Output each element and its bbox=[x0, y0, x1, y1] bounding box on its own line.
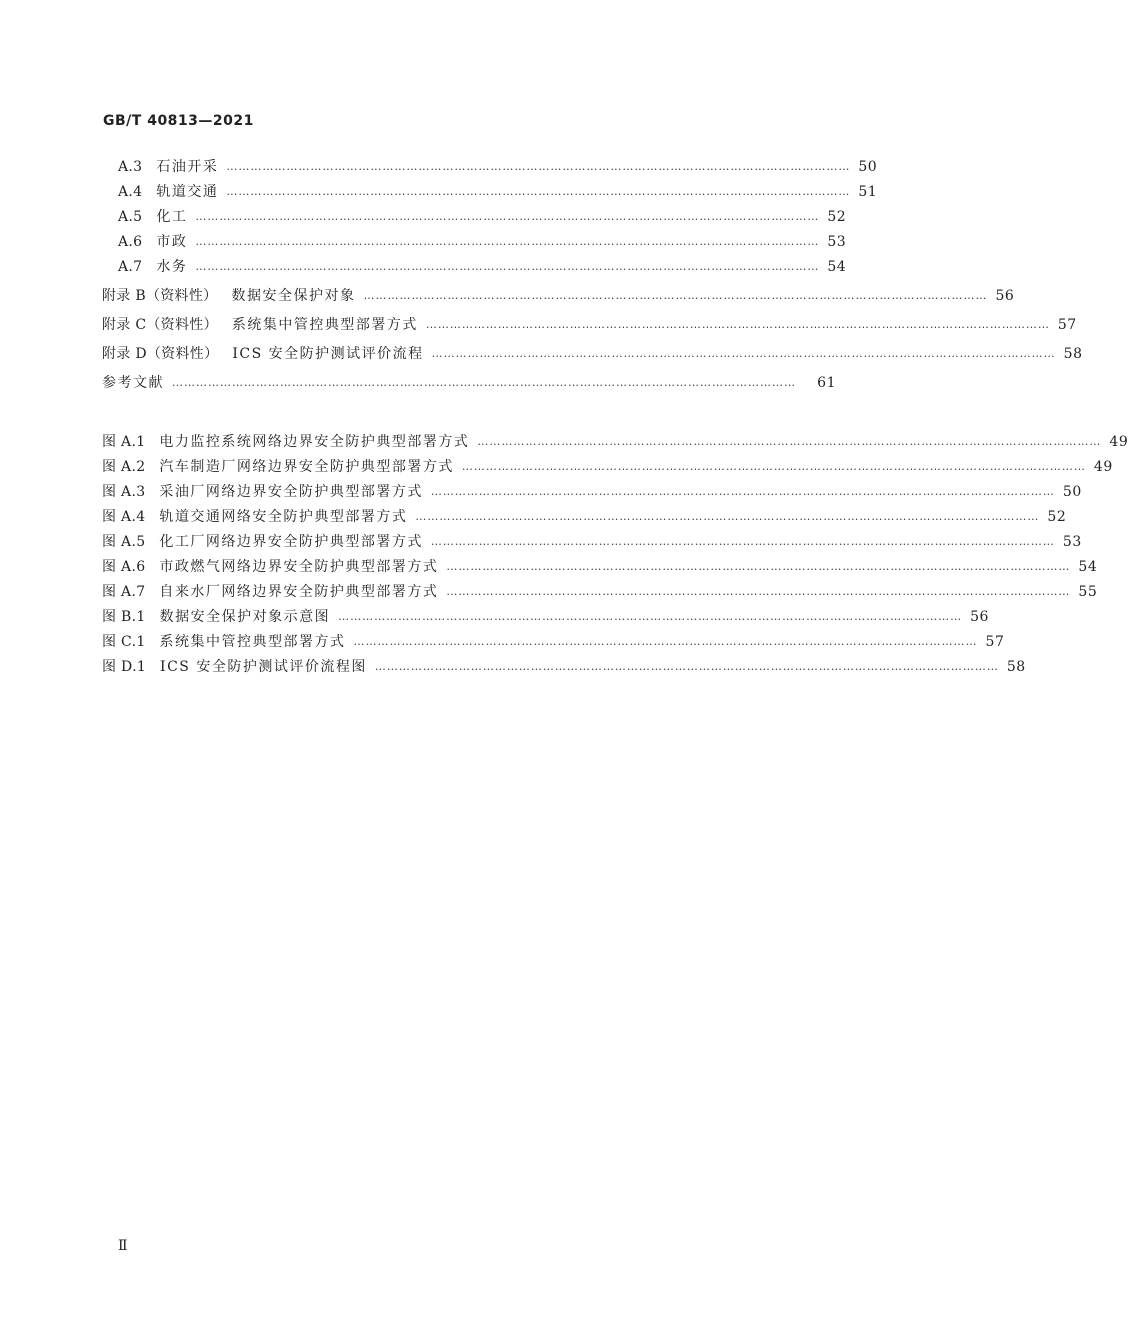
toc-entry-page: 50 bbox=[858, 159, 878, 175]
toc-entry-title: 轨道交通 bbox=[156, 184, 219, 200]
figure-entry-page: 57 bbox=[985, 634, 1005, 650]
figure-entry-d1[interactable] bbox=[102, 657, 1026, 677]
figure-entry-title: 市政燃气网络边界安全防护典型部署方式 bbox=[159, 559, 439, 575]
toc-entry-number: A.5 bbox=[118, 209, 143, 225]
toc-entry-a6[interactable] bbox=[118, 232, 847, 252]
figure-entry-page: 52 bbox=[1047, 509, 1067, 525]
toc-leader-dots: ………………………………………………………………………………………………………………………………………… bbox=[195, 260, 820, 273]
page-number-roman: Ⅱ bbox=[118, 1238, 128, 1254]
figure-entry-page: 50 bbox=[1062, 484, 1082, 500]
toc-entry-number: 附录 D（资料性） bbox=[102, 346, 219, 362]
toc-entry-number: A.3 bbox=[118, 159, 143, 175]
figure-entry-number: 图 A.3 bbox=[102, 484, 146, 500]
figure-entry-page: 49 bbox=[1093, 459, 1113, 475]
figure-entry-number: 图 A.7 bbox=[102, 584, 146, 600]
figure-entry-title: 化工厂网络边界安全防护典型部署方式 bbox=[159, 534, 423, 550]
figure-entry-title: ICS 安全防护测试评价流程图 bbox=[160, 659, 367, 675]
toc-entry-number: A.4 bbox=[118, 184, 143, 200]
toc-entry-title: 水务 bbox=[156, 259, 188, 275]
toc-leader-dots: ………………………………………………………………………………………………………………………………………… bbox=[226, 160, 851, 173]
figure-entry-page: 49 bbox=[1109, 434, 1128, 450]
figure-leader-dots: ………………………………………………………………………………………………………………………………………… bbox=[430, 535, 1055, 548]
toc-entry-a7[interactable] bbox=[118, 257, 847, 277]
figure-leader-dots: ………………………………………………………………………………………………………………………………………… bbox=[446, 560, 1071, 573]
figure-entry-title: 自来水厂网络边界安全防护典型部署方式 bbox=[159, 584, 439, 600]
figure-leader-dots: ………………………………………………………………………………………………………………………………………… bbox=[338, 610, 963, 623]
toc-entry-page: 57 bbox=[1057, 317, 1077, 333]
toc-entry-appendix-b[interactable] bbox=[102, 286, 1015, 306]
figure-leader-dots: ………………………………………………………………………………………………………………………………………… bbox=[477, 435, 1102, 448]
figure-entry-a6[interactable] bbox=[102, 557, 1098, 577]
toc-leader-dots: ………………………………………………………………………………………………………………………………………… bbox=[195, 210, 820, 223]
figure-leader-dots: ………………………………………………………………………………………………………………………………………… bbox=[430, 485, 1055, 498]
figure-entry-title: 采油厂网络边界安全防护典型部署方式 bbox=[159, 484, 423, 500]
toc-entry-page: 52 bbox=[827, 209, 847, 225]
figure-entry-page: 58 bbox=[1006, 659, 1026, 675]
figure-entry-a7[interactable] bbox=[102, 582, 1098, 602]
figure-leader-dots: ………………………………………………………………………………………………………………………………………… bbox=[374, 660, 999, 673]
toc-entry-title: 系统集中管控典型部署方式 bbox=[231, 317, 418, 333]
toc-entry-number: 附录 C（资料性） bbox=[102, 317, 218, 333]
toc-leader-dots: ………………………………………………………………………………………………………………………………………… bbox=[425, 318, 1050, 331]
toc-entry-title: ICS 安全防护测试评价流程 bbox=[232, 346, 424, 362]
toc-entry-page: 61 bbox=[817, 375, 836, 391]
figure-leader-dots: ………………………………………………………………………………………………………………………………………… bbox=[415, 510, 1040, 523]
toc-entry-number: A.7 bbox=[118, 259, 143, 275]
toc-leader-dots: ………………………………………………………………………………………………………………………………………… bbox=[172, 376, 796, 389]
figure-entry-page: 55 bbox=[1078, 584, 1098, 600]
toc-entry-references[interactable] bbox=[102, 373, 836, 393]
toc-entry-page: 58 bbox=[1063, 346, 1083, 362]
figure-entry-a3[interactable] bbox=[102, 482, 1082, 502]
figure-entry-a1[interactable] bbox=[102, 432, 1128, 452]
toc-entry-a3[interactable] bbox=[118, 157, 878, 177]
toc-entry-title: 化工 bbox=[156, 209, 188, 225]
standard-code: GB/T 40813—2021 bbox=[103, 113, 254, 129]
figure-entry-number: 图 C.1 bbox=[102, 634, 146, 650]
toc-entry-appendix-c[interactable] bbox=[102, 315, 1077, 335]
toc-entry-appendix-d[interactable] bbox=[102, 344, 1083, 364]
figure-entry-number: 图 A.5 bbox=[102, 534, 146, 550]
figure-entry-title: 汽车制造厂网络边界安全防护典型部署方式 bbox=[159, 459, 454, 475]
toc-leader-dots: ………………………………………………………………………………………………………………………………………… bbox=[431, 347, 1056, 360]
toc-entry-page: 56 bbox=[995, 288, 1015, 304]
figure-entry-page: 53 bbox=[1062, 534, 1082, 550]
toc-entry-page: 54 bbox=[827, 259, 847, 275]
toc-entry-page: 51 bbox=[858, 184, 878, 200]
toc-leader-dots: ………………………………………………………………………………………………………………………………………… bbox=[195, 235, 820, 248]
toc-entry-title: 市政 bbox=[156, 234, 188, 250]
figure-entry-page: 54 bbox=[1078, 559, 1098, 575]
figure-leader-dots: ………………………………………………………………………………………………………………………………………… bbox=[353, 635, 978, 648]
toc-entry-a4[interactable] bbox=[118, 182, 878, 202]
figure-entry-number: 图 D.1 bbox=[102, 659, 147, 675]
figure-entry-number: 图 A.4 bbox=[102, 509, 146, 525]
figure-entry-title: 系统集中管控典型部署方式 bbox=[159, 634, 346, 650]
figure-leader-dots: ………………………………………………………………………………………………………………………………………… bbox=[446, 585, 1071, 598]
figure-entry-c1[interactable] bbox=[102, 632, 1005, 652]
figure-entry-number: 图 B.1 bbox=[102, 609, 146, 625]
toc-entry-title: 石油开采 bbox=[156, 159, 219, 175]
figure-entry-a5[interactable] bbox=[102, 532, 1082, 552]
figure-entry-page: 56 bbox=[970, 609, 989, 625]
figure-entry-a2[interactable] bbox=[102, 457, 1113, 477]
toc-entry-number: 附录 B（资料性） bbox=[102, 288, 218, 304]
figure-entry-number: 图 A.1 bbox=[102, 434, 146, 450]
figure-entry-title: 轨道交通网络安全防护典型部署方式 bbox=[159, 509, 408, 525]
toc-leader-dots: ………………………………………………………………………………………………………………………………………… bbox=[363, 289, 988, 302]
figure-entry-number: 图 A.6 bbox=[102, 559, 146, 575]
toc-entry-a5[interactable] bbox=[118, 207, 847, 227]
toc-leader-dots: ………………………………………………………………………………………………………………………………………… bbox=[226, 185, 851, 198]
toc-entry-title: 参考文献 bbox=[102, 375, 164, 391]
toc-entry-page: 53 bbox=[827, 234, 847, 250]
figure-entry-title: 数据安全保护对象示意图 bbox=[159, 609, 331, 625]
figure-entry-number: 图 A.2 bbox=[102, 459, 146, 475]
toc-entry-number: A.6 bbox=[118, 234, 143, 250]
toc-entry-title: 数据安全保护对象 bbox=[231, 288, 356, 304]
figure-entry-b1[interactable] bbox=[102, 607, 989, 627]
figure-entry-a4[interactable] bbox=[102, 507, 1067, 527]
figure-entry-title: 电力监控系统网络边界安全防护典型部署方式 bbox=[159, 434, 470, 450]
figure-leader-dots: ………………………………………………………………………………………………………………………………………… bbox=[461, 460, 1086, 473]
